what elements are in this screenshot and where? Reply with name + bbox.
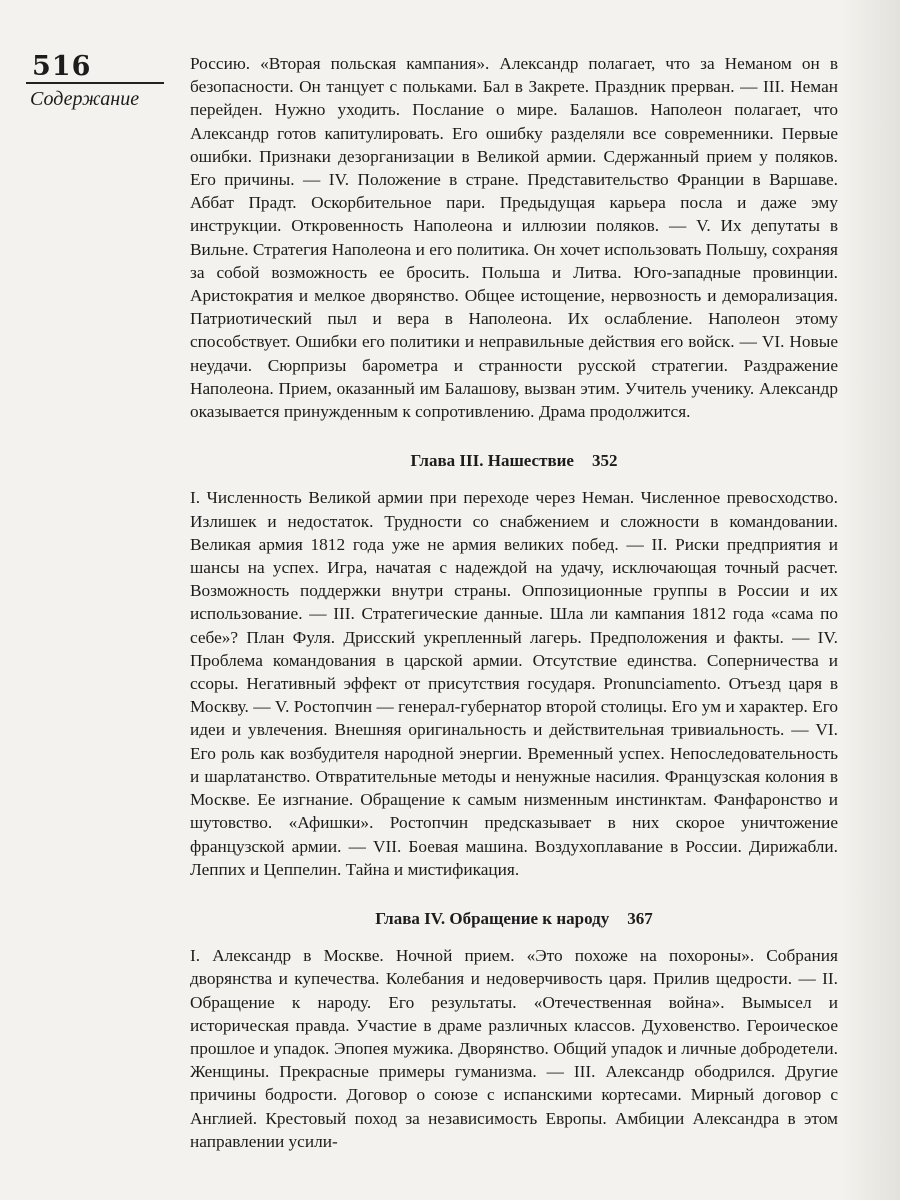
page-edge-shadow xyxy=(840,0,900,1200)
section-label: Содержание xyxy=(30,88,140,110)
table-of-contents-text xyxy=(190,52,838,1153)
chapter-page-number: 367 xyxy=(627,908,653,928)
toc-paragraph-chapter-3: I. Численность Великой армии при переходе через Неман. Численное превосходство. Излишек и недостаток. Трудности со снабжением и сложности в командовании. Великая армия 1812 года уже не армия великих побед. — II. Риски предприятия и шансы на успех. Игра, начатая с надеждой на удачу, исключающая точный расчет. Возможность поддержки внутри страны. Оппозиционные группы в России и их использование. — III. Стратегические данные. Шла ли кампания 1812 года «сама по себе»? План Фуля. Дрисский укрепленный лагерь. Предположения и факты. — IV. Проблема командования в царской армии. Отсутствие единства. Соперничества и ссоры. Негативный эффект от присутствия государя. Pronunciamento. Отъезд царя в Москву. — V. Ростопчин — генерал-губернатор второй столицы. Его ум и характер. Его идеи и увлечения. Внешняя оригинальность и действительная тривиальность. — VI. Его роль как возбудителя народной энергии. Временный успех. Непоследовательность и шарлатанство. Отвратительные методы и ненужные насилия. Французская колония в Москве. Ее изгнание. Обращение к самым низменным инстинктам. Фанфаронство и шутовство. «Афишки». Ростопчин предсказывает в них скорое уничтожение французской армии. — VII. Боевая машина. Воздухоплавание в России. Дирижабли. Леппих и Цеппелин. Тайна и мистификация. xyxy=(190,488,838,879)
chapter-heading-3 xyxy=(190,449,838,472)
chapter-title: Глава IV. Обращение к народу xyxy=(375,908,610,928)
page-margin xyxy=(26,52,171,111)
toc-paragraph-continuation: Россию. «Вторая польская кампания». Александр полагает, что за Неманом он в безопасности. Он танцует с польками. Бал в Закрете. Праздник прерван. — III. Неман перейден. Нужно уходить. Послание о мире. Балашов. Наполеон полагает, что Александр готов капитулировать. Его ошибку разделяли все современники. Первые ошибки. Признаки дезорганизации в Великой армии. Сдержанный прием у поляков. Его причины. — IV. Положение в стране. Представительство Франции в Варшаве. Аббат Прадт. Оскорбительное пари. Предыдущая карьера посла и даже эму инструкции. Откровенность Наполеона и иллюзии поляков. — V. Их депутаты в Вильне. Стратегия Наполеона и его политика. Он хочет использовать Польшу, сохраняя за собой возможность ее бросить. Польша и Литва. Юго-западные провинции. Аристократия и мелкое дворянство. Общее истощение, нервозность и деморализация. Патриотический пыл и вера в Наполеона. Их ослабление. Наполеон этому способствует. Ошибки его политики и неправильные действия его войск. — VI. Новые неудачи. Сюрпризы барометра и странности русской стратегии. Раздражение Наполеона. Прием, оказанный им Балашову, вызван этим. Учитель ученику. Александр оказывается принужденным к сопротивлению. Драма продолжится. xyxy=(190,54,838,422)
toc-paragraph-chapter-4: I. Александр в Москве. Ночной прием. «Это похоже на похороны». Собрания дворянства и купечества. Колебания и недоверчивость царя. Прилив щедрости. — II. Обращение к народу. Его результаты. «Отечественная война». Вымысел и историческая правда. Участие в драме различных классов. Духовенство. Героическое прошлое и упадок. Эпопея мужика. Дворянство. Общий упадок и личные добродетели. Женщины. Прекрасные примеры гуманизма. — III. Александр ободрился. Другие причины бодрости. Договор о союзе с испанскими кортесами. Мирный договор с Англией. Крестовый поход за независимость Европы. Амбиции Александра в этом направлении усили- xyxy=(190,946,838,1151)
chapter-heading-4 xyxy=(190,907,838,930)
page-number: 516 xyxy=(26,52,164,84)
chapter-page-number: 352 xyxy=(591,451,618,471)
chapter-title: Глава III. Нашествие xyxy=(410,451,574,471)
